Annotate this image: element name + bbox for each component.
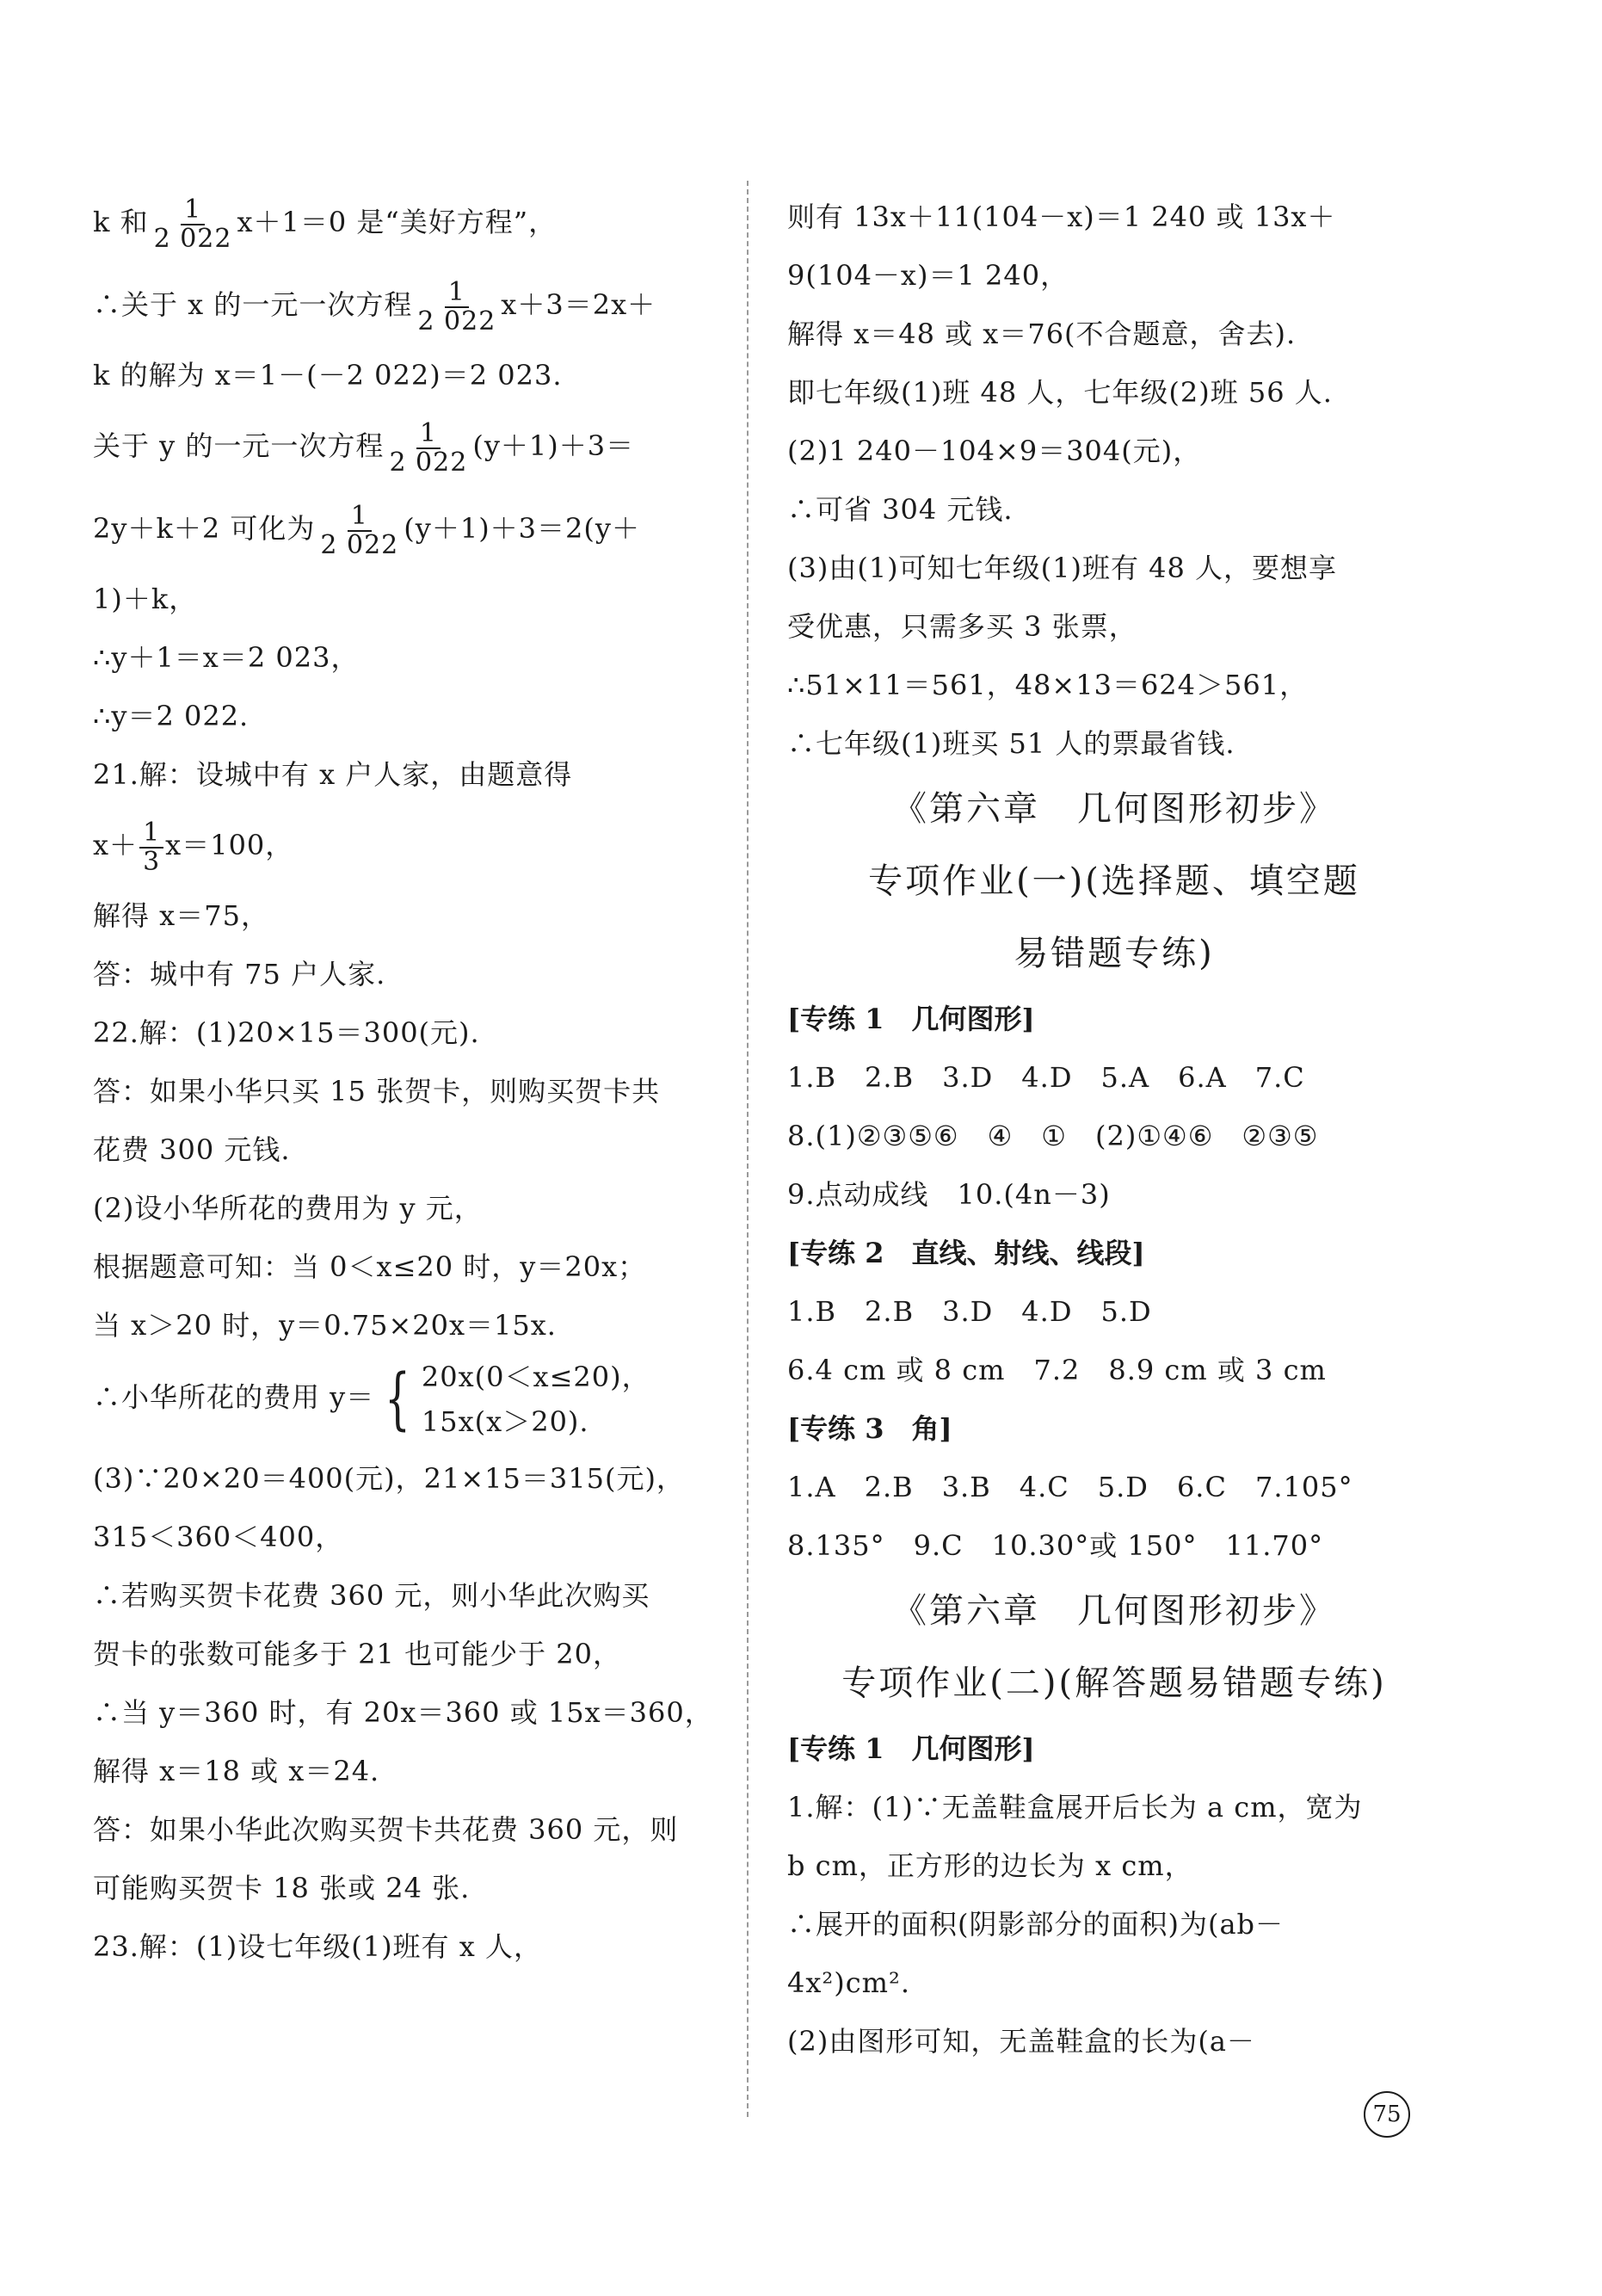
text-segment: 2y＋k＋2 可化为: [93, 512, 316, 545]
section-heading: [专练 2 直线、射线、线段]: [787, 1237, 1145, 1269]
text-line: 解得 x＝75，: [93, 899, 269, 932]
right-column: [787, 188, 1441, 2071]
text-line: 贺卡的张数可能多于 21 也可能少于 20，: [93, 1638, 621, 1670]
section-heading: [专练 3 角]: [787, 1412, 952, 1445]
text-segment: x＋3＝2x＋: [501, 288, 656, 321]
text-line: 根据题意可知：当 0＜x≤20 时，y＝20x；: [93, 1250, 647, 1283]
section-title: 易错题专练): [1014, 934, 1215, 973]
text-line: b cm，正方形的边长为 x cm，: [787, 1849, 1193, 1882]
text-line: 即七年级(1)班 48 人，七年级(2)班 56 人.: [787, 376, 1333, 409]
fraction: [139, 819, 163, 875]
text-line: ∴y＋1＝x＝2 023，: [93, 641, 360, 674]
denominator: 2 022: [417, 306, 496, 336]
text-line: 9.点动成线 10.(4n－3): [787, 1178, 1111, 1211]
text-line: 1.解：(1)∵无盖鞋盒展开后长为 a cm，宽为: [787, 1791, 1363, 1824]
text-line: 1.A 2.B 3.B 4.C 5.D 6.C 7.105°: [787, 1471, 1353, 1503]
fraction: [414, 279, 499, 335]
fraction: [385, 420, 471, 476]
section-title: 专项作业(一)(选择题、填空题: [868, 861, 1360, 901]
text-segment: (y＋1)＋3＝: [472, 429, 635, 462]
text-line: ∴若购买贺卡花费 360 元，则小华此次购买: [93, 1579, 650, 1612]
numerator: 1: [416, 420, 441, 449]
text-line: 1.B 2.B 3.D 4.D 5.A 6.A 7.C: [787, 1061, 1305, 1094]
text-line: 则有 13x＋11(104－x)＝1 240 或 13x＋: [787, 201, 1336, 233]
denominator: 3: [143, 846, 161, 877]
text-line: [93, 1355, 731, 1449]
text-line: 1.B 2.B 3.D 4.D 5.D: [787, 1295, 1152, 1328]
text-line: 受优惠，只需多买 3 张票，: [787, 610, 1137, 643]
numerator: 1: [348, 503, 372, 532]
text-line: 1)＋k，: [93, 583, 198, 615]
text-line: 21.解：设城中有 x 户人家，由题意得: [93, 758, 573, 791]
text-line: 8.135° 9.C 10.30°或 150° 11.70°: [787, 1529, 1324, 1562]
text-line: [93, 404, 731, 487]
text-line: 解得 x＝18 或 x＝24.: [93, 1755, 380, 1787]
text-line: [93, 804, 731, 886]
text-line: 答：如果小华只买 15 张贺卡，则购买贺卡共: [93, 1075, 661, 1108]
text-line: 当 x＞20 时，y＝0.75×20x＝15x.: [93, 1309, 557, 1342]
text-line: ∴y＝2 022.: [93, 700, 250, 732]
text-segment: ∴关于 x 的一元一次方程: [93, 288, 413, 321]
text-line: ∴51×11＝561，48×13＝624＞561，: [787, 669, 1309, 701]
text-line: 8.(1)②③⑤⑥ ④ ① (2)①④⑥ ②③⑤: [787, 1120, 1319, 1152]
case-line: 15x(x＞20).: [421, 1405, 589, 1438]
text-line: [93, 181, 731, 263]
text-segment: (y＋1)＋3＝2(y＋: [404, 512, 640, 545]
text-line: ∴当 y＝360 时，有 20x＝360 或 15x＝360，: [93, 1696, 713, 1729]
section-title: 专项作业(二)(解答题易错题专练): [841, 1663, 1387, 1703]
text-line: [93, 487, 731, 570]
text-line: 可能购买贺卡 18 张或 24 张.: [93, 1872, 471, 1904]
piecewise-cases: [422, 1355, 650, 1444]
text-segment: 关于 y 的一元一次方程: [93, 429, 385, 462]
denominator: 2 022: [320, 529, 399, 560]
text-segment: x＋1＝0 是“美好方程”，: [237, 206, 558, 238]
numerator: 1: [139, 819, 163, 849]
text-line: (2)由图形可知，无盖鞋盒的长为(a－: [787, 2025, 1255, 2058]
text-line: 答：城中有 75 户人家.: [93, 958, 386, 991]
case-line: 20x(0＜x≤20)，: [421, 1361, 650, 1393]
section-heading: [专练 1 几何图形]: [787, 1003, 1035, 1035]
numerator: 1: [445, 279, 469, 308]
text-line: (2)设小华所花的费用为 y 元，: [93, 1192, 483, 1225]
text-segment: k 和: [93, 206, 149, 238]
page-number: 75: [1364, 2091, 1410, 2138]
left-column: [93, 181, 731, 1976]
numerator: 1: [181, 196, 205, 225]
text-line: [93, 263, 731, 346]
text-line: 9(104－x)＝1 240，: [787, 259, 1069, 292]
text-line: 6.4 cm 或 8 cm 7.2 8.9 cm 或 3 cm: [787, 1354, 1327, 1386]
section-title: 《第六章 几何图形初步》: [892, 789, 1336, 829]
fraction: [317, 503, 402, 559]
text-segment: x＋: [93, 829, 139, 861]
text-line: 315＜360＜400，: [93, 1521, 344, 1553]
text-line: (3)∵20×20＝400(元)，21×15＝315(元)，: [93, 1462, 685, 1495]
section-heading: [专练 1 几何图形]: [787, 1732, 1035, 1765]
text-segment: x＝100，: [165, 829, 294, 861]
text-line: 答：如果小华此次购买贺卡共花费 360 元，则: [93, 1813, 679, 1846]
text-line: (2)1 240－104×9＝304(元)，: [787, 435, 1202, 467]
text-line: (3)由(1)可知七年级(1)班有 48 人，要想享: [787, 552, 1338, 584]
denominator: 2 022: [153, 223, 232, 254]
column-divider: [747, 181, 749, 2117]
text-line: 花费 300 元钱.: [93, 1133, 291, 1166]
brace: {: [385, 1361, 411, 1438]
denominator: 2 022: [389, 447, 468, 478]
text-line: 4x²)cm².: [787, 1966, 910, 1999]
text-line: k 的解为 x＝1－(－2 022)＝2 023.: [93, 359, 563, 392]
text-line: ∴可省 304 元钱.: [787, 493, 1014, 526]
fraction: [151, 196, 236, 252]
text-line: 23.解：(1)设七年级(1)班有 x 人，: [93, 1930, 542, 1963]
section-title: 《第六章 几何图形初步》: [892, 1591, 1336, 1631]
text-line: 解得 x＝48 或 x＝76(不合题意，舍去).: [787, 318, 1297, 350]
text-line: ∴七年级(1)班买 51 人的票最省钱.: [787, 727, 1235, 760]
text-segment: ∴小华所花的费用 y＝: [93, 1380, 375, 1414]
text-line: 22.解：(1)20×15＝300(元).: [93, 1016, 480, 1049]
text-line: ∴展开的面积(阴影部分的面积)为(ab－: [787, 1908, 1285, 1941]
